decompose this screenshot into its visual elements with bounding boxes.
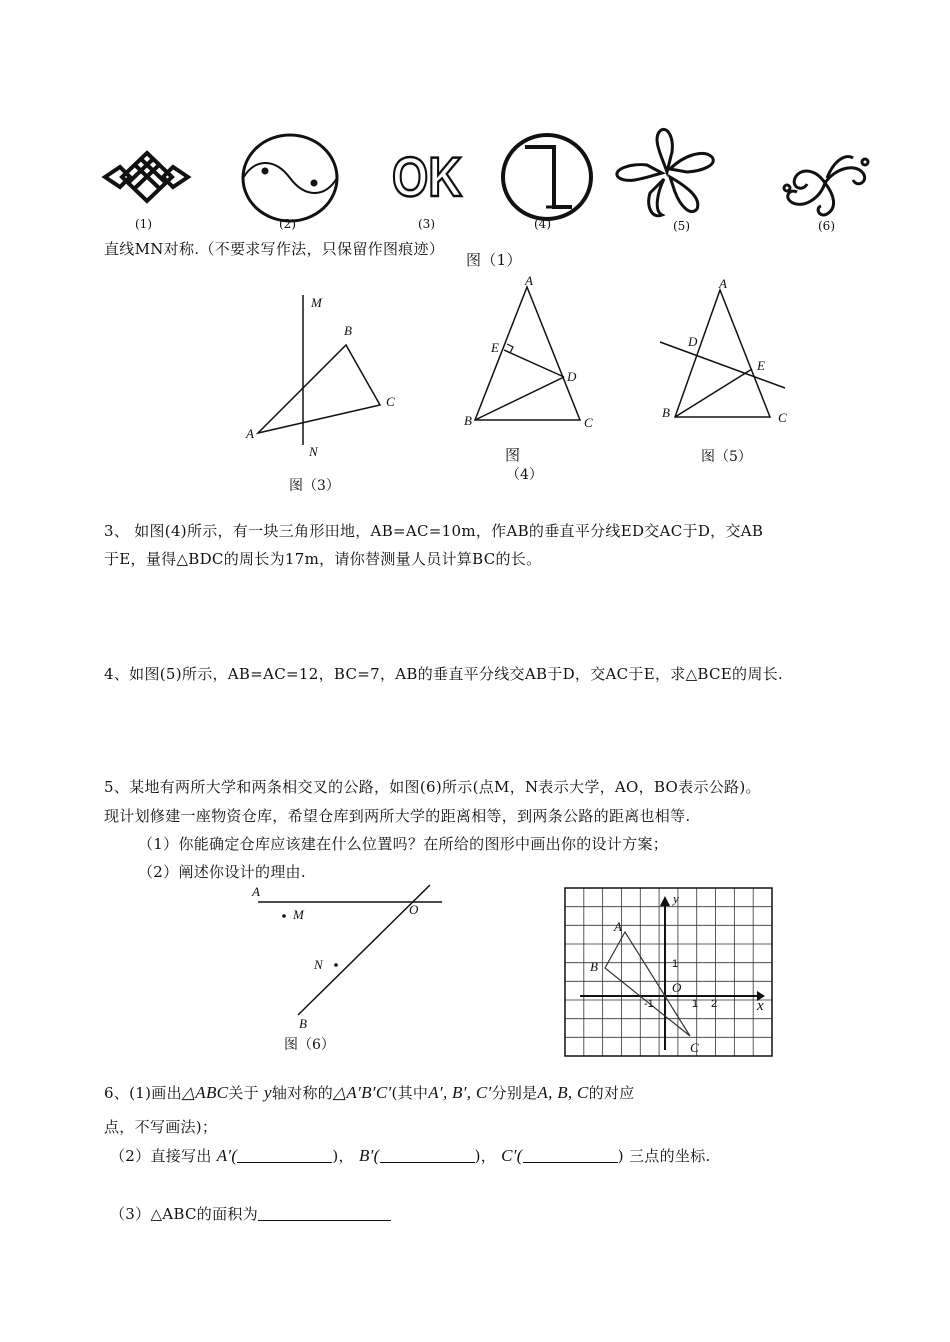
q6-p1-b: 关于 <box>228 1084 259 1102</box>
question-3-line2: 于E，量得△BDC的周长为17m，请你替测量人员计算BC的长。 <box>104 550 542 568</box>
fig6-caption: 图（6） <box>284 1037 335 1053</box>
q6-p3: （3）△ABC的面积为 <box>110 1205 258 1223</box>
intro-line: 直线MN对称.（不要求写作法，只保留作图痕迹） <box>104 240 445 258</box>
figure-5-diagram <box>655 280 795 430</box>
symbol-caption-5: (5) <box>673 219 690 233</box>
fig5-caption: 图（5） <box>701 449 752 465</box>
symbol-caption-1: (1) <box>135 217 152 231</box>
question-6-part2 <box>110 1145 711 1166</box>
fig4-caption-line2: （4） <box>506 467 543 483</box>
question-6-part3 <box>110 1203 391 1224</box>
question-4-line1: 4、如图(5)所示，AB=AC=12，BC=7，AB的垂直平分线交AB于D，交AC于E，求△BCE的周长. <box>104 665 784 683</box>
question-5-sub1: （1）你能确定仓库应该建在什么位置吗？在所给的图形中画出你的设计方案； <box>138 835 669 853</box>
answer-blank-b[interactable] <box>380 1147 475 1163</box>
symbol-caption-4: (4) <box>534 217 551 231</box>
question-5-line1: 5、某地有两所大学和两条相交叉的公路，如图(6)所示(点M，N表示大学，AO，BO表示公路)。 <box>104 778 761 796</box>
grid-label-b: B <box>590 959 598 974</box>
grid-label-c: C <box>690 1040 699 1055</box>
fig4-caption-line1: 图 <box>505 446 521 464</box>
chinese-knot-icon <box>100 145 195 210</box>
q6-p2-tail: 三点的坐标. <box>629 1147 711 1165</box>
q6-p2-a-point: A′( <box>216 1146 238 1165</box>
symbol-caption-6: (6) <box>818 219 835 233</box>
z-circle-icon <box>500 132 595 222</box>
flower-icon <box>612 127 722 219</box>
question-5-sub2: （2）阐述你设计的理由. <box>138 863 306 881</box>
fig3-label-n: N <box>309 444 318 459</box>
question-6-part1-line2: 点，不写画法)； <box>104 1118 218 1136</box>
symbol-caption-3: (3) <box>418 217 435 231</box>
fig3-label-c: C <box>386 394 395 409</box>
fig3-label-b: B <box>344 323 352 338</box>
q6-p1-tri: △ABC <box>181 1083 229 1102</box>
q6-p2-end: ) <box>617 1147 624 1165</box>
q6-p1-y: y <box>263 1083 272 1102</box>
grid-label-y: y <box>673 891 679 906</box>
triangle-abc <box>258 345 380 433</box>
fig4-label-e: E <box>491 340 499 355</box>
fig4-label-c: C <box>584 415 593 430</box>
grid-tick-one-x: 1 <box>692 998 699 1010</box>
fig5-label-d: D <box>688 334 698 349</box>
segment-bd <box>475 377 564 420</box>
point-n <box>334 963 338 967</box>
q6-p2-sep1: )， <box>332 1147 354 1165</box>
fig4-label-d: D <box>567 369 577 384</box>
fig6-label-b: B <box>299 1016 307 1031</box>
q6-p1-f: 的对应 <box>588 1084 635 1102</box>
fig4-label-a: A <box>525 273 533 288</box>
swirl-ornament-icon <box>775 148 875 218</box>
perpendicular-ed <box>504 350 564 377</box>
grid-tick-one-y: 1 <box>672 958 679 970</box>
grid-tick-two: 2 <box>711 998 718 1010</box>
fig5-label-e: E <box>757 358 765 373</box>
q6-p1-d: (其中 <box>391 1084 429 1102</box>
fig4-label-b: B <box>464 413 472 428</box>
q6-p2-b-point: B′( <box>358 1146 380 1165</box>
fig3-label-m: M <box>311 295 322 310</box>
y-axis-arrow-icon <box>660 896 670 906</box>
grid-label-o: O <box>672 980 682 995</box>
fig6-label-n: N <box>314 957 323 972</box>
fig5-label-c: C <box>778 410 787 425</box>
fig3-caption: 图（3） <box>289 478 340 494</box>
q6-p1-tri2: △A′B′C′ <box>333 1083 392 1102</box>
q6-p1-pts2: A, B, C <box>537 1083 589 1102</box>
question-5-line2: 现计划修建一座物资仓库，希望仓库到两所大学的距离相等，到两条公路的距离也相等. <box>104 807 691 825</box>
q6-p2-sep2: )， <box>474 1147 497 1165</box>
answer-blank-a[interactable] <box>237 1147 332 1163</box>
figure-1-label: 图（1） <box>466 251 522 269</box>
question-6-part1 <box>104 1082 635 1103</box>
ok-symbol-icon <box>392 145 464 208</box>
q6-p2-c-point: C′( <box>501 1146 523 1165</box>
segment-be <box>675 369 752 417</box>
q6-p1-pts: A′, B′, C′ <box>428 1083 492 1102</box>
answer-blank-area[interactable] <box>258 1205 391 1221</box>
yin-yang-icon <box>240 133 340 223</box>
fig6-label-a: A <box>252 884 260 899</box>
fig5-label-b: B <box>662 405 670 420</box>
perpendicular-de <box>660 342 785 388</box>
symbol-caption-2: (2) <box>279 217 296 231</box>
question-3-line1: 3、 如图(4)所示，有一块三角形田地，AB=AC=10m，作AB的垂直平分线ED交AC于D，交AB <box>104 522 764 540</box>
figure-3-diagram <box>240 290 410 460</box>
figure-6-diagram <box>250 880 450 1025</box>
fig3-label-a: A <box>246 426 254 441</box>
fig6-label-m: M <box>293 907 304 922</box>
grid-tick-neg-one: -1 <box>644 998 654 1010</box>
fig5-label-a: A <box>719 276 727 291</box>
answer-blank-c[interactable] <box>523 1147 618 1163</box>
point-m <box>282 914 286 918</box>
q6-p1-a: 6、(1)画出 <box>104 1084 182 1102</box>
q6-p2-a: （2）直接写出 <box>110 1147 212 1165</box>
fig6-label-o: O <box>409 902 419 917</box>
ok-symbol-text: OK <box>392 145 462 208</box>
grid-label-x: x <box>757 998 764 1014</box>
grid-label-a: A <box>614 919 622 934</box>
q6-p1-c: 轴对称的 <box>271 1084 334 1102</box>
q6-p1-e: 分别是 <box>491 1084 538 1102</box>
